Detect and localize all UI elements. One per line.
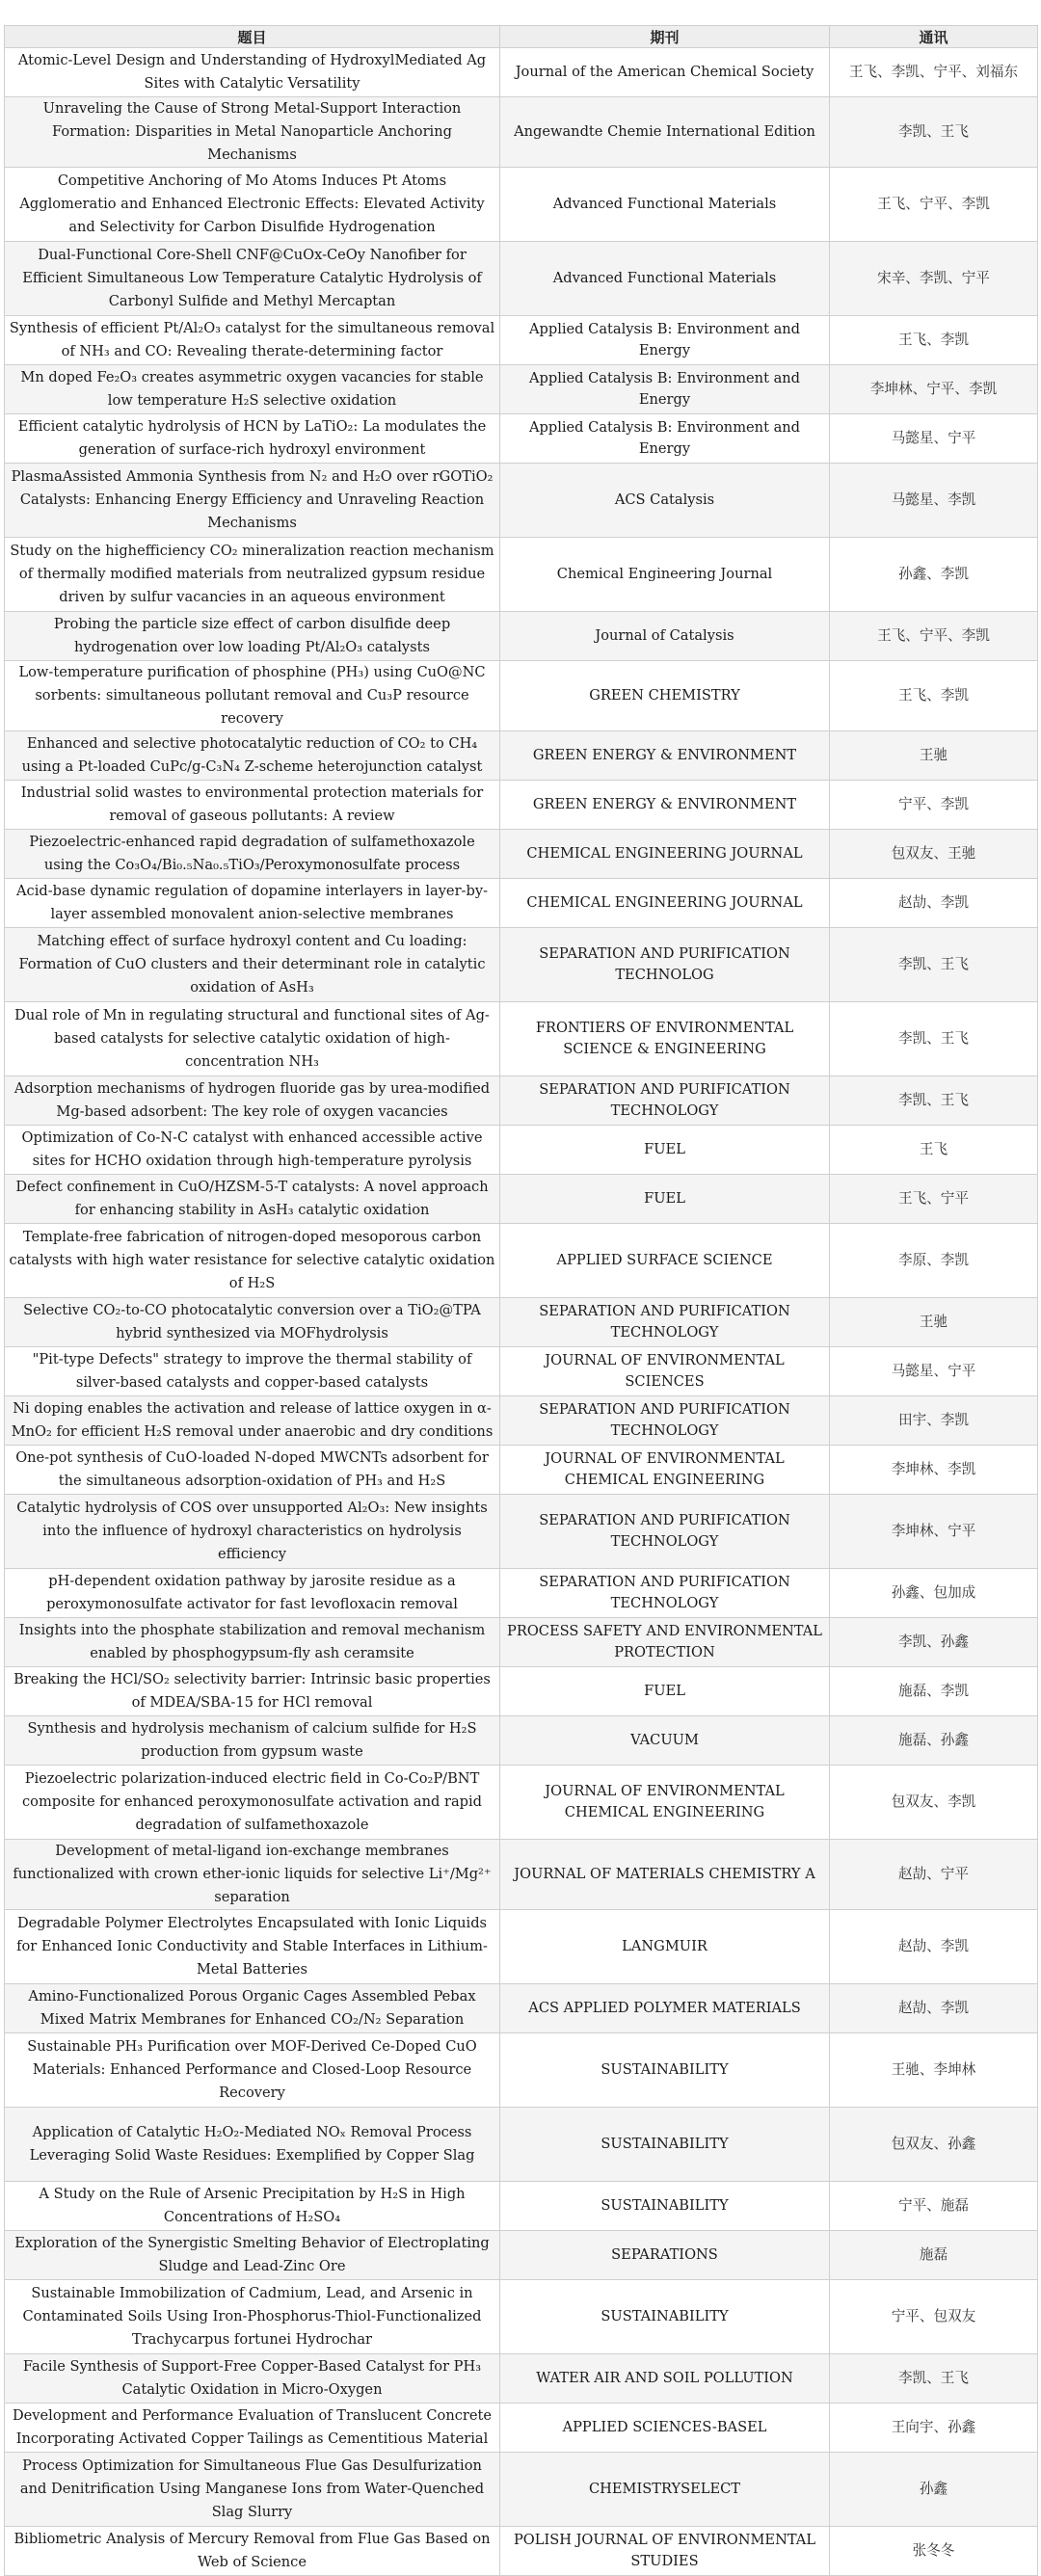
corresponding-authors: 施磊、孙鑫 [830,1716,1038,1766]
paper-title: Mn doped Fe₂O₃ creates asymmetric oxygen vacancies for stable low temperature H₂S selective oxidation [5,365,500,414]
paper-title: Probing the particle size effect of carbon disulfide deep hydrogenation over low loading Pt/Al₂O₃ catalysts [5,612,500,661]
table-row [5,1840,1038,1910]
journal-name: SUSTAINABILITY [500,2033,830,2108]
corresponding-authors: 王飞、李凯 [830,661,1038,731]
paper-title: Enhanced and selective photocatalytic reduction of CO₂ to CH₄ using a Pt-loaded CuPc/g-C₃N₄ Z-scheme heterojunction catalyst [5,731,500,781]
journal-name: WATER AIR AND SOIL POLLUTION [500,2354,830,2403]
header-row [5,26,1038,48]
corresponding-authors: 李原、李凯 [830,1224,1038,1298]
corresponding-authors: 李坤林、李凯 [830,1446,1038,1495]
table-row [5,928,1038,1002]
corresponding-authors: 马懿星、李凯 [830,464,1038,538]
paper-title: Synthesis and hydrolysis mechanism of calcium sulfide for H₂S production from gypsum waste [5,1716,500,1766]
journal-name: SEPARATION AND PURIFICATION TECHNOLOGY [500,1396,830,1446]
paper-title: Selective CO₂-to-CO photocatalytic conversion over a TiO₂@TPA hybrid synthesized via MOFhydrolysis [5,1298,500,1347]
table-row [5,1984,1038,2033]
paper-title: Facile Synthesis of Support-Free Copper-Based Catalyst for PH₃ Catalytic Oxidation in Micro-Oxygen [5,2354,500,2403]
journal-name: Angewandte Chemie International Edition [500,97,830,168]
journal-name: SUSTAINABILITY [500,2280,830,2354]
table-row [5,879,1038,928]
paper-title: Synthesis of efficient Pt/Al₂O₃ catalyst for the simultaneous removal of NH₃ and CO: Revealing therate-determining factor [5,316,500,365]
corresponding-authors: 包双友、李凯 [830,1766,1038,1840]
journal-name: SUSTAINABILITY [500,2182,830,2231]
corresponding-authors: 宁平、李凯 [830,781,1038,830]
paper-title: Catalytic hydrolysis of COS over unsupported Al₂O₃: New insights into the influence of hydroxyl characteristics on hydrolysis efficiency [5,1495,500,1569]
corresponding-authors: 马懿星、宁平 [830,1347,1038,1396]
journal-name: FRONTIERS OF ENVIRONMENTAL SCIENCE & ENGINEERING [500,1002,830,1076]
corresponding-authors: 王驰、李坤林 [830,2033,1038,2108]
corresponding-authors: 孙鑫 [830,2453,1038,2527]
paper-title: Process Optimization for Simultaneous Flue Gas Desulfurization and Denitrification Using Manganese Ions from Water-Quenched Slag Slurry [5,2453,500,2527]
corresponding-authors: 王驰 [830,731,1038,781]
journal-name: VACUUM [500,1716,830,1766]
journal-name: JOURNAL OF ENVIRONMENTAL CHEMICAL ENGINEERING [500,1446,830,1495]
paper-title: Piezoelectric-enhanced rapid degradation of sulfamethoxazole using the Co₃O₄/Bi₀.₅Na₀.₅TiO₃/Peroxymonosulfate process [5,830,500,879]
corresponding-authors: 赵劼、李凯 [830,1984,1038,2033]
paper-title: A Study on the Rule of Arsenic Precipitation by H₂S in High Concentrations of H₂SO₄ [5,2182,500,2231]
corresponding-authors: 王飞 [830,1126,1038,1175]
journal-name: PROCESS SAFETY AND ENVIRONMENTAL PROTECTION [500,1618,830,1667]
corresponding-authors: 宁平、包双友 [830,2280,1038,2354]
table-row [5,414,1038,464]
table-row [5,1396,1038,1446]
paper-title: Acid-base dynamic regulation of dopamine interlayers in layer-by-layer assembled monovalent anion-selective membranes [5,879,500,928]
corresponding-authors: 李凯、王飞 [830,928,1038,1002]
journal-name: SEPARATION AND PURIFICATION TECHNOLOG [500,928,830,1002]
table-row [5,1175,1038,1224]
journal-name: Journal of Catalysis [500,612,830,661]
paper-title: Ni doping enables the activation and release of lattice oxygen in α-MnO₂ for efficient H₂S removal under anaerobic and dry conditions [5,1396,500,1446]
corresponding-authors: 王向宇、孙鑫 [830,2403,1038,2453]
corresponding-authors: 王飞、李凯 [830,316,1038,365]
corresponding-authors: 李坤林、宁平 [830,1495,1038,1569]
table-row [5,1569,1038,1618]
table-body [5,48,1038,2576]
corresponding-authors: 王飞、李凯、宁平、刘福东 [830,48,1038,97]
paper-title: Development and Performance Evaluation of Translucent Concrete Incorporating Activated Copper Tailings as Cementitious Material [5,2403,500,2453]
table-row [5,781,1038,830]
paper-title: Development of metal-ligand ion-exchange membranes functionalized with crown ether-ionic liquids for selective Li⁺/Mg²⁺ separation [5,1840,500,1910]
paper-title: Defect confinement in CuO/HZSM-5-T catalysts: A novel approach for enhancing stability in AsH₃ catalytic oxidation [5,1175,500,1224]
journal-name: JOURNAL OF ENVIRONMENTAL CHEMICAL ENGINEERING [500,1766,830,1840]
journal-name: APPLIED SURFACE SCIENCE [500,1224,830,1298]
paper-title: Efficient catalytic hydrolysis of HCN by LaTiO₂: La modulates the generation of surface-rich hydroxyl environment [5,414,500,464]
table-row [5,2182,1038,2231]
table-row [5,830,1038,879]
paper-title: One-pot synthesis of CuO-loaded N-doped MWCNTs adsorbent for the simultaneous adsorption-oxidation of PH₃ and H₂S [5,1446,500,1495]
publications-table [4,25,1038,2576]
table-row [5,48,1038,97]
paper-title: Application of Catalytic H₂O₂-Mediated NOₓ Removal Process Leveraging Solid Waste Residues: Exemplified by Copper Slag [5,2108,500,2182]
journal-name: SUSTAINABILITY [500,2108,830,2182]
table-row [5,1766,1038,1840]
corresponding-authors: 李凯、王飞 [830,1002,1038,1076]
table-row [5,1618,1038,1667]
journal-name: CHEMICAL ENGINEERING JOURNAL [500,879,830,928]
corresponding-authors: 包双友、王驰 [830,830,1038,879]
journal-name: Applied Catalysis B: Environment and Energy [500,414,830,464]
table-row [5,316,1038,365]
corresponding-authors: 李凯、孙鑫 [830,1618,1038,1667]
table-row [5,1667,1038,1716]
corresponding-authors: 李凯、王飞 [830,1076,1038,1126]
table-row [5,2453,1038,2527]
journal-name: FUEL [500,1126,830,1175]
table-row [5,1716,1038,1766]
paper-title: Piezoelectric polarization-induced electric field in Co-Co₂P/BNT composite for enhanced peroxymonosulfate activation and rapid degradation of sulfamethoxazole [5,1766,500,1840]
journal-name: Advanced Functional Materials [500,168,830,242]
journal-name: CHEMISTRYSELECT [500,2453,830,2527]
table-row [5,168,1038,242]
table-row [5,1076,1038,1126]
journal-name: ACS Catalysis [500,464,830,538]
journal-name: Chemical Engineering Journal [500,538,830,612]
journal-name: Applied Catalysis B: Environment and Energy [500,316,830,365]
corresponding-authors: 王驰 [830,1298,1038,1347]
journal-name: LANGMUIR [500,1910,830,1984]
corresponding-authors: 王飞、宁平 [830,1175,1038,1224]
journal-name: Applied Catalysis B: Environment and Energy [500,365,830,414]
journal-name: POLISH JOURNAL OF ENVIRONMENTAL STUDIES [500,2527,830,2576]
paper-title: pH-dependent oxidation pathway by jarosite residue as a peroxymonosulfate activator for fast levofloxacin removal [5,1569,500,1618]
corresponding-authors: 张冬冬 [830,2527,1038,2576]
paper-title: Breaking the HCl/SO₂ selectivity barrier: Intrinsic basic properties of MDEA/SBA-15 for HCl removal [5,1667,500,1716]
journal-name: GREEN CHEMISTRY [500,661,830,731]
table-row [5,1298,1038,1347]
table-row [5,2403,1038,2453]
table-row [5,2527,1038,2576]
table-row [5,2231,1038,2280]
journal-name: SEPARATION AND PURIFICATION TECHNOLOGY [500,1076,830,1126]
paper-title: PlasmaAssisted Ammonia Synthesis from N₂ and H₂O over rGOTiO₂ Catalysts: Enhancing Energy Efficiency and Unraveling Reaction Mechanisms [5,464,500,538]
table-row [5,1446,1038,1495]
corresponding-authors: 李凯、王飞 [830,97,1038,168]
corresponding-authors: 孙鑫、包加成 [830,1569,1038,1618]
paper-title: "Pit-type Defects" strategy to improve the thermal stability of silver-based catalysts and copper-based catalysts [5,1347,500,1396]
table-row [5,2354,1038,2403]
paper-title: Study on the highefficiency CO₂ mineralization reaction mechanism of thermally modified materials from neutralized gypsum residue driven by sulfur vacancies in an aqueous environment [5,538,500,612]
table-row [5,1495,1038,1569]
paper-title: Bibliometric Analysis of Mercury Removal from Flue Gas Based on Web of Science [5,2527,500,2576]
journal-name: Advanced Functional Materials [500,242,830,316]
corresponding-authors: 包双友、孙鑫 [830,2108,1038,2182]
header-journal: 期刊 [500,26,830,48]
journal-name: SEPARATION AND PURIFICATION TECHNOLOGY [500,1495,830,1569]
corresponding-authors: 马懿星、宁平 [830,414,1038,464]
corresponding-authors: 宋辛、李凯、宁平 [830,242,1038,316]
table-row [5,1002,1038,1076]
corresponding-authors: 王飞、宁平、李凯 [830,168,1038,242]
corresponding-authors: 田宇、李凯 [830,1396,1038,1446]
table-row [5,1126,1038,1175]
paper-title: Optimization of Co-N-C catalyst with enhanced accessible active sites for HCHO oxidation through high-temperature pyrolysis [5,1126,500,1175]
table-header [5,26,1038,48]
table-row [5,1347,1038,1396]
table-row [5,661,1038,731]
paper-title: Competitive Anchoring of Mo Atoms Induces Pt Atoms Agglomeratio and Enhanced Electronic Effects: Elevated Activity and Selectivity for Carbon Disulfide Hydrogenation [5,168,500,242]
table-row [5,612,1038,661]
journal-name: ACS APPLIED POLYMER MATERIALS [500,1984,830,2033]
paper-title: Adsorption mechanisms of hydrogen fluoride gas by urea-modified Mg-based adsorbent: The key role of oxygen vacancies [5,1076,500,1126]
journal-name: GREEN ENERGY & ENVIRONMENT [500,731,830,781]
paper-title: Dual-Functional Core-Shell CNF@CuOx-CeOy Nanofiber for Efficient Simultaneous Low Temperature Catalytic Hydrolysis of Carbonyl Sulfide and Methyl Mercaptan [5,242,500,316]
paper-title: Matching effect of surface hydroxyl content and Cu loading: Formation of CuO clusters and their determinant role in catalytic oxidation of AsH₃ [5,928,500,1002]
corresponding-authors: 施磊、李凯 [830,1667,1038,1716]
table-row [5,2108,1038,2182]
paper-title: Exploration of the Synergistic Smelting Behavior of Electroplating Sludge and Lead-Zinc Ore [5,2231,500,2280]
corresponding-authors: 赵劼、李凯 [830,1910,1038,1984]
paper-title: Dual role of Mn in regulating structural and functional sites of Ag-based catalysts for selective catalytic oxidation of high-concentration NH₃ [5,1002,500,1076]
journal-name: JOURNAL OF ENVIRONMENTAL SCIENCES [500,1347,830,1396]
table-row [5,1224,1038,1298]
table-row [5,1910,1038,1984]
corresponding-authors: 赵劼、李凯 [830,879,1038,928]
paper-title: Unraveling the Cause of Strong Metal-Support Interaction Formation: Disparities in Metal Nanoparticle Anchoring Mechanisms [5,97,500,168]
corresponding-authors: 李凯、王飞 [830,2354,1038,2403]
corresponding-authors: 施磊 [830,2231,1038,2280]
table-row [5,731,1038,781]
table-row [5,2033,1038,2108]
table-row [5,365,1038,414]
table-row [5,2280,1038,2354]
paper-title: Amino-Functionalized Porous Organic Cages Assembled Pebax Mixed Matrix Membranes for Enhanced CO₂/N₂ Separation [5,1984,500,2033]
journal-name: SEPARATION AND PURIFICATION TECHNOLOGY [500,1569,830,1618]
paper-title: Insights into the phosphate stabilization and removal mechanism enabled by phosphogypsum-fly ash ceramsite [5,1618,500,1667]
journal-name: SEPARATION AND PURIFICATION TECHNOLOGY [500,1298,830,1347]
header-contact: 通讯 [830,26,1038,48]
paper-title: Degradable Polymer Electrolytes Encapsulated with Ionic Liquids for Enhanced Ionic Conductivity and Stable Interfaces in Lithium-Metal Batteries [5,1910,500,1984]
corresponding-authors: 王飞、宁平、李凯 [830,612,1038,661]
table-row [5,242,1038,316]
journal-name: SEPARATIONS [500,2231,830,2280]
paper-title: Atomic-Level Design and Understanding of HydroxylMediated Ag Sites with Catalytic Versatility [5,48,500,97]
journal-name: FUEL [500,1667,830,1716]
journal-name: CHEMICAL ENGINEERING JOURNAL [500,830,830,879]
corresponding-authors: 赵劼、宁平 [830,1840,1038,1910]
paper-title: Industrial solid wastes to environmental protection materials for removal of gaseous pollutants: A review [5,781,500,830]
paper-title: Low-temperature purification of phosphine (PH₃) using CuO@NC sorbents: simultaneous pollutant removal and Cu₃P resource recovery [5,661,500,731]
paper-title: Sustainable PH₃ Purification over MOF-Derived Ce-Doped CuO Materials: Enhanced Performance and Closed-Loop Resource Recovery [5,2033,500,2108]
corresponding-authors: 孙鑫、李凯 [830,538,1038,612]
header-title: 题目 [5,26,500,48]
corresponding-authors: 宁平、施磊 [830,2182,1038,2231]
journal-name: FUEL [500,1175,830,1224]
paper-title: Sustainable Immobilization of Cadmium, Lead, and Arsenic in Contaminated Soils Using Iron-Phosphorus-Thiol-Functionalized Trachycarpus fortunei Hydrochar [5,2280,500,2354]
journal-name: JOURNAL OF MATERIALS CHEMISTRY A [500,1840,830,1910]
table-row [5,538,1038,612]
journal-name: Journal of the American Chemical Society [500,48,830,97]
table-row [5,97,1038,168]
table-row [5,464,1038,538]
corresponding-authors: 李坤林、宁平、李凯 [830,365,1038,414]
paper-title: Template-free fabrication of nitrogen-doped mesoporous carbon catalysts with high water resistance for selective catalytic oxidation of H₂S [5,1224,500,1298]
journal-name: GREEN ENERGY & ENVIRONMENT [500,781,830,830]
journal-name: APPLIED SCIENCES-BASEL [500,2403,830,2453]
